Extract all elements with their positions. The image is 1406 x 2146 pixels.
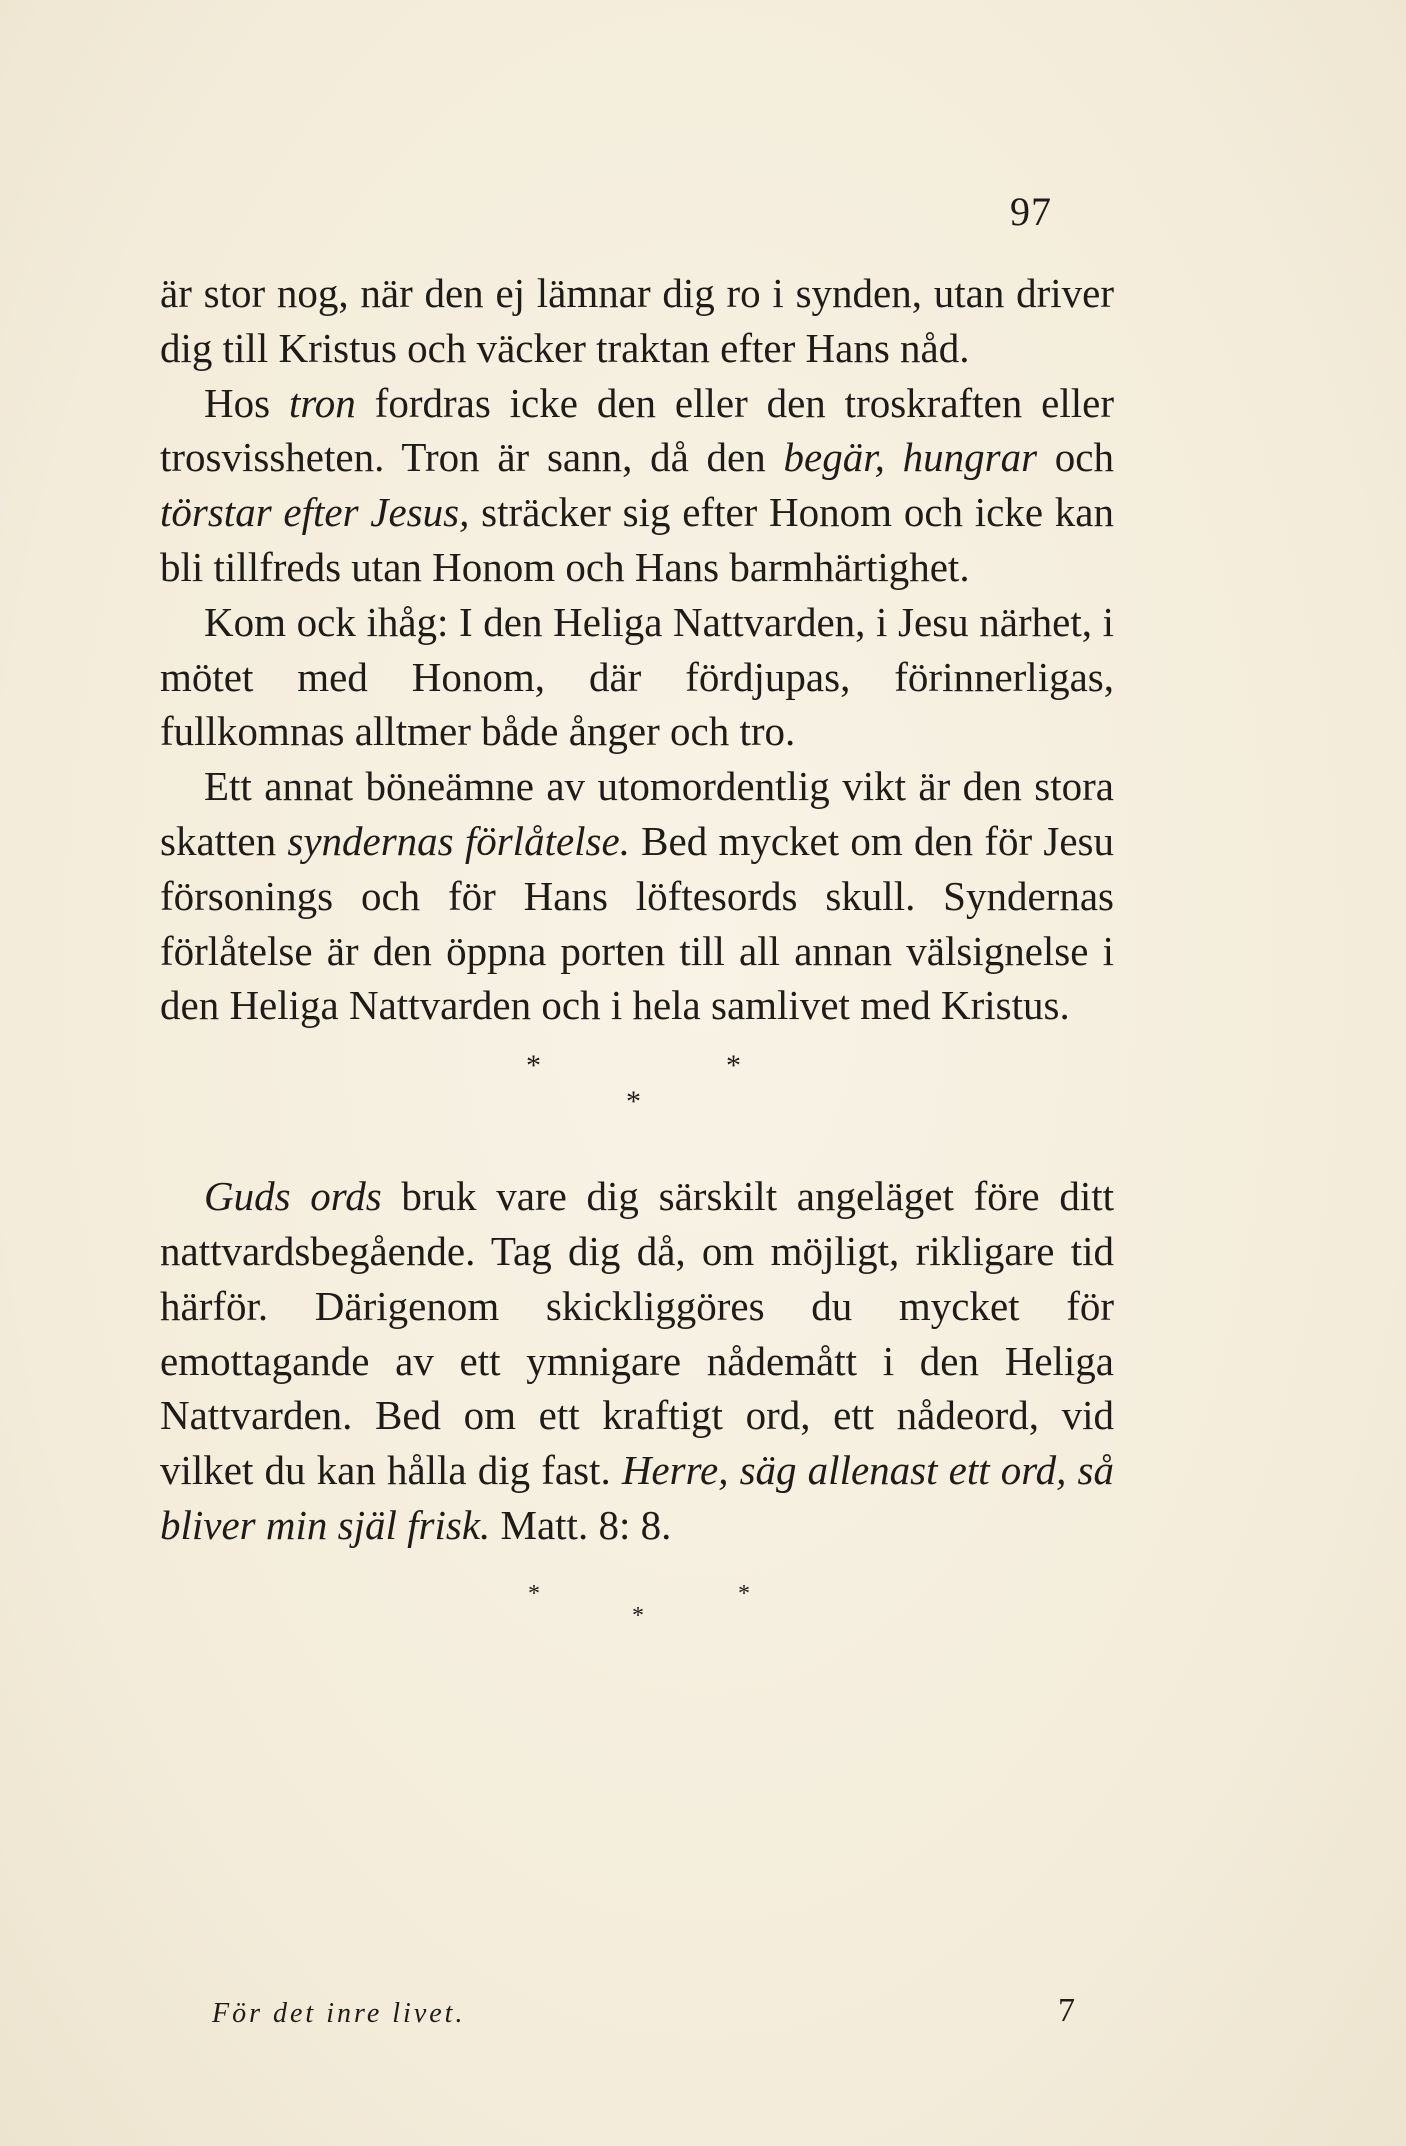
italic-run: syndernas förlåtelse. <box>287 817 630 864</box>
separator-star: * <box>632 1602 644 1629</box>
paragraph <box>160 759 1114 1033</box>
paragraph <box>160 1169 1114 1553</box>
footer-book-title: För det inre livet. <box>212 1998 466 2029</box>
separator-star: * <box>528 1580 540 1607</box>
text-run: Hos <box>204 379 289 426</box>
text-run: Matt. 8: 8. <box>490 1501 672 1548</box>
italic-run: tron <box>288 379 356 426</box>
separator-star: * <box>738 1580 750 1607</box>
body-text <box>160 266 1115 1629</box>
page-number: 97 <box>1010 189 1052 234</box>
italic-run: begär, hungrar <box>783 434 1038 481</box>
text-run: är stor nog, när den ej lämnar dig ro i synden, utan driver dig till Kristus och väcker traktan efter Hans nåd. <box>160 270 1114 371</box>
separator-star: * <box>726 1049 741 1083</box>
italic-run: törstar efter Jesus, <box>160 489 470 536</box>
italic-run: Herre, säg allenast ett ord, så bliver min själ frisk. <box>160 1447 1114 1548</box>
paragraph <box>160 595 1114 759</box>
paragraph <box>160 266 1114 376</box>
text-run: och <box>1037 434 1114 481</box>
text-run: Bed mycket om den för Jesu försonings och för Hans löftesords skull. Syndernas förlåtelse är den öppna porten till all annan välsignelse i den Heliga Nattvarden och i hela samlivet med Kristus. <box>160 817 1114 1029</box>
text-run: fordras icke den eller den troskraften eller trosvissheten. Tron är sann, då den <box>160 379 1114 481</box>
section-separator <box>160 1553 1114 1629</box>
italic-run: Guds ords <box>204 1173 382 1220</box>
text-run: Ett annat böneämne av utomordentlig vikt är den stora skatten <box>160 763 1114 864</box>
text-run: sträcker sig efter Honom och icke kan bli tillfreds utan Honom och Hans barmhärtighet. <box>160 489 1115 590</box>
paragraph <box>160 376 1114 595</box>
text-run: bruk vare dig särskilt angeläget före ditt nattvardsbegående. Tag dig då, om möjligt, rikligare tid härför. Därigenom skickliggöres du mycket för emottagande av ett ymnigare nådemått i den Heliga Nattvarden. Bed om ett kraftigt ord, ett nådeord, vid vilket du kan hålla dig fast. <box>160 1173 1114 1494</box>
separator-star: * <box>626 1085 641 1119</box>
signature-mark: 7 <box>1058 1992 1075 2029</box>
section-separator <box>160 1033 1114 1169</box>
text-run: Kom ock ihåg: I den Heliga Nattvarden, i Jesu närhet, i mötet med Honom, där fördjupas, förinnerligas, fullkomnas alltmer både ånger och tro. <box>160 598 1114 755</box>
separator-star: * <box>526 1049 541 1083</box>
